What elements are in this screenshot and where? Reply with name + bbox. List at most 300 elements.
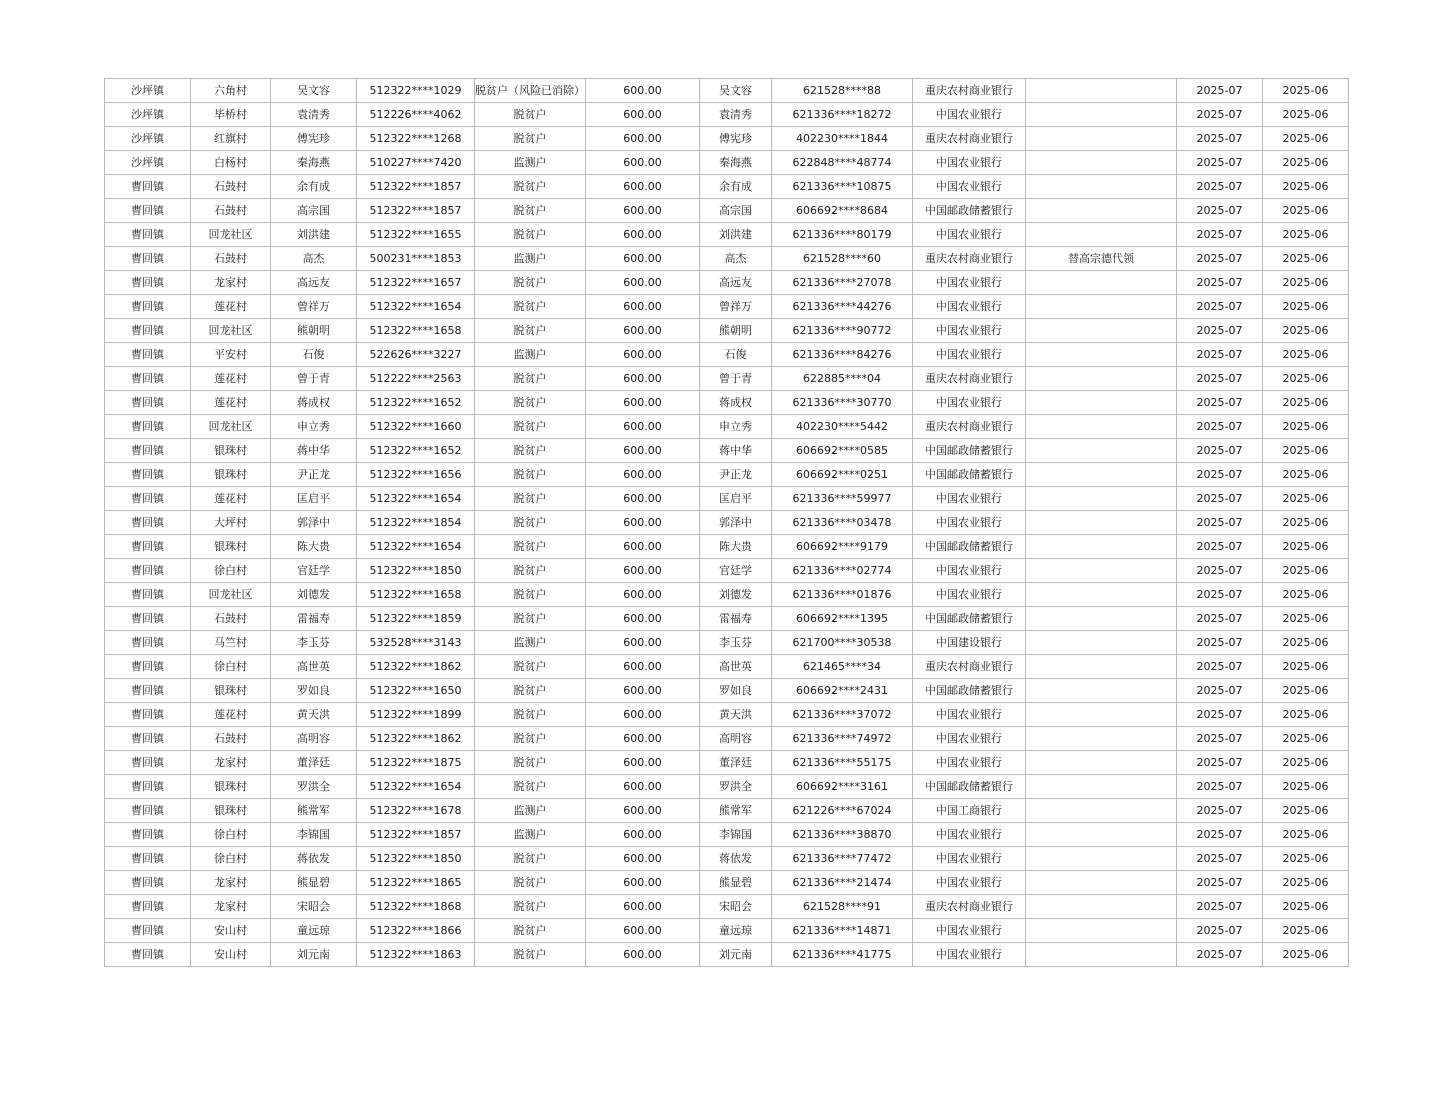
cell-payee: 高宗国 (700, 199, 772, 223)
cell-account-number: 621336****30770 (772, 391, 913, 415)
cell-name: 刘洪建 (271, 223, 357, 247)
cell-town: 曹回镇 (105, 823, 191, 847)
cell-payee: 陈大贵 (700, 535, 772, 559)
cell-amount: 600.00 (586, 151, 700, 175)
cell-pay-month: 2025-07 (1177, 199, 1263, 223)
cell-pay-month: 2025-07 (1177, 463, 1263, 487)
cell-belong-month: 2025-06 (1263, 79, 1349, 103)
cell-town: 曹回镇 (105, 439, 191, 463)
cell-bank: 重庆农村商业银行 (913, 247, 1026, 271)
cell-village: 石鼓村 (191, 607, 271, 631)
cell-name: 傅宪珍 (271, 127, 357, 151)
cell-household-type (475, 463, 586, 487)
cell-account-number: 606692****0251 (772, 463, 913, 487)
cell-name: 罗洪全 (271, 775, 357, 799)
cell-text: 脱贫户 (513, 228, 547, 241)
cell-remark (1026, 607, 1177, 631)
cell-payee: 高世英 (700, 655, 772, 679)
cell-household-type (475, 319, 586, 343)
cell-account-number: 621336****01876 (772, 583, 913, 607)
cell-bank: 中国邮政储蓄银行 (913, 775, 1026, 799)
cell-payee: 高远友 (700, 271, 772, 295)
cell-village: 白杨村 (191, 151, 271, 175)
cell-account-number: 621336****59977 (772, 487, 913, 511)
cell-name: 匡启平 (271, 487, 357, 511)
table-row (105, 271, 1349, 295)
cell-payee: 申立秀 (700, 415, 772, 439)
cell-pay-month: 2025-07 (1177, 799, 1263, 823)
cell-town: 曹回镇 (105, 655, 191, 679)
cell-amount: 600.00 (586, 703, 700, 727)
table-row (105, 775, 1349, 799)
cell-village: 莲花村 (191, 367, 271, 391)
cell-payee: 蒋依发 (700, 847, 772, 871)
cell-pay-month: 2025-07 (1177, 487, 1263, 511)
cell-household-type (475, 295, 586, 319)
cell-name: 余有成 (271, 175, 357, 199)
cell-account-number: 402230****1844 (772, 127, 913, 151)
cell-household-type (475, 367, 586, 391)
cell-pay-month: 2025-07 (1177, 151, 1263, 175)
cell-remark (1026, 775, 1177, 799)
cell-bank: 中国农业银行 (913, 871, 1026, 895)
cell-bank: 中国农业银行 (913, 223, 1026, 247)
cell-amount: 600.00 (586, 871, 700, 895)
table-row (105, 943, 1349, 967)
cell-town: 曹回镇 (105, 487, 191, 511)
cell-account-number: 622885****04 (772, 367, 913, 391)
cell-pay-month: 2025-07 (1177, 415, 1263, 439)
cell-name: 曾祥万 (271, 295, 357, 319)
cell-account-number: 621528****88 (772, 79, 913, 103)
cell-amount: 600.00 (586, 487, 700, 511)
cell-payee: 宋昭会 (700, 895, 772, 919)
cell-text: 脱贫户 (513, 732, 547, 745)
cell-name: 李锦国 (271, 823, 357, 847)
cell-town: 曹回镇 (105, 295, 191, 319)
cell-bank: 重庆农村商业银行 (913, 79, 1026, 103)
cell-belong-month: 2025-06 (1263, 439, 1349, 463)
table-row (105, 415, 1349, 439)
cell-village: 平安村 (191, 343, 271, 367)
cell-bank: 中国农业银行 (913, 175, 1026, 199)
cell-text: 脱贫户 (513, 684, 547, 697)
cell-amount: 600.00 (586, 79, 700, 103)
cell-village: 回龙社区 (191, 415, 271, 439)
cell-pay-month: 2025-07 (1177, 895, 1263, 919)
cell-remark (1026, 343, 1177, 367)
cell-village: 石鼓村 (191, 247, 271, 271)
cell-belong-month: 2025-06 (1263, 559, 1349, 583)
table-row (105, 655, 1349, 679)
cell-village: 红旗村 (191, 127, 271, 151)
cell-account-number: 622848****48774 (772, 151, 913, 175)
cell-account-number: 621336****14871 (772, 919, 913, 943)
cell-bank: 中国农业银行 (913, 583, 1026, 607)
table-row (105, 847, 1349, 871)
cell-payee: 袁清秀 (700, 103, 772, 127)
cell-belong-month: 2025-06 (1263, 919, 1349, 943)
cell-town: 曹回镇 (105, 511, 191, 535)
cell-pay-month: 2025-07 (1177, 367, 1263, 391)
table-row (105, 439, 1349, 463)
cell-account-number: 621336****44276 (772, 295, 913, 319)
cell-town: 曹回镇 (105, 367, 191, 391)
cell-amount: 600.00 (586, 919, 700, 943)
cell-village: 银珠村 (191, 439, 271, 463)
cell-id-number: 512322****1866 (357, 919, 475, 943)
cell-text: 监测户 (513, 804, 547, 817)
cell-pay-month: 2025-07 (1177, 271, 1263, 295)
cell-pay-month: 2025-07 (1177, 679, 1263, 703)
cell-remark (1026, 199, 1177, 223)
cell-household-type (475, 127, 586, 151)
cell-id-number: 512322****1857 (357, 199, 475, 223)
cell-town: 曹回镇 (105, 631, 191, 655)
cell-pay-month: 2025-07 (1177, 943, 1263, 967)
cell-remark (1026, 439, 1177, 463)
cell-village: 石鼓村 (191, 199, 271, 223)
cell-amount: 600.00 (586, 103, 700, 127)
cell-village: 徐白村 (191, 847, 271, 871)
cell-village: 银珠村 (191, 679, 271, 703)
cell-payee: 熊常军 (700, 799, 772, 823)
cell-id-number: 512322****1654 (357, 535, 475, 559)
cell-belong-month: 2025-06 (1263, 679, 1349, 703)
cell-payee: 傅宪珍 (700, 127, 772, 151)
cell-bank: 中国邮政储蓄银行 (913, 679, 1026, 703)
cell-remark (1026, 679, 1177, 703)
table-row (105, 199, 1349, 223)
cell-remark (1026, 127, 1177, 151)
cell-id-number: 512322****1654 (357, 295, 475, 319)
cell-text: 脱贫户 (513, 492, 547, 505)
cell-household-type (475, 199, 586, 223)
cell-text: 脱贫户 (513, 612, 547, 625)
cell-town: 曹回镇 (105, 703, 191, 727)
table-row (105, 367, 1349, 391)
cell-pay-month: 2025-07 (1177, 511, 1263, 535)
table-row (105, 343, 1349, 367)
cell-id-number: 512322****1862 (357, 727, 475, 751)
cell-account-number: 621336****37072 (772, 703, 913, 727)
cell-name: 蒋中华 (271, 439, 357, 463)
cell-village: 徐白村 (191, 559, 271, 583)
cell-id-number: 512322****1652 (357, 439, 475, 463)
cell-bank: 中国农业银行 (913, 271, 1026, 295)
cell-remark (1026, 847, 1177, 871)
cell-account-number: 621528****60 (772, 247, 913, 271)
cell-id-number: 512322****1657 (357, 271, 475, 295)
cell-id-number: 512322****1268 (357, 127, 475, 151)
cell-amount: 600.00 (586, 823, 700, 847)
cell-name: 申立秀 (271, 415, 357, 439)
cell-village: 大坪村 (191, 511, 271, 535)
cell-remark (1026, 919, 1177, 943)
cell-pay-month: 2025-07 (1177, 631, 1263, 655)
cell-village: 莲花村 (191, 295, 271, 319)
cell-town: 曹回镇 (105, 415, 191, 439)
cell-amount: 600.00 (586, 559, 700, 583)
cell-remark (1026, 79, 1177, 103)
table-row (105, 319, 1349, 343)
cell-town: 曹回镇 (105, 271, 191, 295)
cell-belong-month: 2025-06 (1263, 295, 1349, 319)
cell-id-number: 522626****3227 (357, 343, 475, 367)
cell-belong-month: 2025-06 (1263, 487, 1349, 511)
cell-id-number: 512322****1650 (357, 679, 475, 703)
cell-household-type (475, 895, 586, 919)
cell-bank: 中国农业银行 (913, 751, 1026, 775)
cell-payee: 刘洪建 (700, 223, 772, 247)
cell-name: 高远友 (271, 271, 357, 295)
cell-household-type (475, 535, 586, 559)
cell-payee: 蒋成权 (700, 391, 772, 415)
table-row (105, 583, 1349, 607)
cell-household-type (475, 583, 586, 607)
cell-bank: 中国农业银行 (913, 727, 1026, 751)
cell-payee: 石俊 (700, 343, 772, 367)
cell-account-number: 621336****80179 (772, 223, 913, 247)
cell-household-type (475, 751, 586, 775)
cell-payee: 匡启平 (700, 487, 772, 511)
cell-bank: 中国农业银行 (913, 703, 1026, 727)
cell-text: 脱贫户 (513, 420, 547, 433)
cell-pay-month: 2025-07 (1177, 703, 1263, 727)
table-row (105, 919, 1349, 943)
cell-name: 官廷学 (271, 559, 357, 583)
cell-belong-month: 2025-06 (1263, 631, 1349, 655)
cell-pay-month: 2025-07 (1177, 775, 1263, 799)
table-row (105, 487, 1349, 511)
cell-id-number: 512322****1875 (357, 751, 475, 775)
cell-text: 脱贫户 (513, 396, 547, 409)
cell-account-number: 621465****34 (772, 655, 913, 679)
cell-belong-month: 2025-06 (1263, 895, 1349, 919)
cell-town: 沙坪镇 (105, 151, 191, 175)
cell-remark (1026, 703, 1177, 727)
cell-text: 脱贫户 (513, 564, 547, 577)
cell-remark (1026, 271, 1177, 295)
cell-bank: 重庆农村商业银行 (913, 367, 1026, 391)
cell-remark (1026, 463, 1177, 487)
cell-village: 徐白村 (191, 823, 271, 847)
table-row (105, 823, 1349, 847)
cell-pay-month: 2025-07 (1177, 751, 1263, 775)
cell-belong-month: 2025-06 (1263, 727, 1349, 751)
cell-bank: 中国农业银行 (913, 919, 1026, 943)
cell-pay-month: 2025-07 (1177, 607, 1263, 631)
cell-remark (1026, 511, 1177, 535)
table-row (105, 799, 1349, 823)
table-row (105, 463, 1349, 487)
table-row (105, 223, 1349, 247)
cell-remark (1026, 103, 1177, 127)
cell-payee: 罗如良 (700, 679, 772, 703)
cell-remark (1026, 151, 1177, 175)
cell-id-number: 512322****1655 (357, 223, 475, 247)
cell-payee: 童远琼 (700, 919, 772, 943)
cell-id-number: 512322****1859 (357, 607, 475, 631)
cell-text: 监测户 (513, 252, 547, 265)
cell-village: 回龙社区 (191, 319, 271, 343)
cell-village: 龙家村 (191, 895, 271, 919)
cell-village: 石鼓村 (191, 727, 271, 751)
cell-remark (1026, 655, 1177, 679)
table-row (105, 511, 1349, 535)
cell-remark (1026, 391, 1177, 415)
cell-pay-month: 2025-07 (1177, 727, 1263, 751)
cell-amount: 600.00 (586, 367, 700, 391)
cell-text: 脱贫户 (513, 780, 547, 793)
cell-account-number: 621336****77472 (772, 847, 913, 871)
cell-belong-month: 2025-06 (1263, 199, 1349, 223)
cell-id-number: 512322****1857 (357, 823, 475, 847)
cell-remark (1026, 295, 1177, 319)
cell-account-number: 621336****74972 (772, 727, 913, 751)
cell-belong-month: 2025-06 (1263, 223, 1349, 247)
cell-name: 熊显碧 (271, 871, 357, 895)
cell-payee: 秦海燕 (700, 151, 772, 175)
table-body (105, 79, 1349, 967)
cell-account-number: 621336****41775 (772, 943, 913, 967)
cell-amount: 600.00 (586, 535, 700, 559)
cell-account-number: 621336****18272 (772, 103, 913, 127)
cell-belong-month: 2025-06 (1263, 511, 1349, 535)
cell-payee: 尹正龙 (700, 463, 772, 487)
cell-text: 监测户 (513, 348, 547, 361)
cell-bank: 中国农业银行 (913, 151, 1026, 175)
cell-household-type (475, 631, 586, 655)
cell-amount: 600.00 (586, 799, 700, 823)
cell-payee: 熊朝明 (700, 319, 772, 343)
cell-remark (1026, 799, 1177, 823)
cell-name: 李玉芬 (271, 631, 357, 655)
cell-town: 曹回镇 (105, 343, 191, 367)
cell-remark (1026, 727, 1177, 751)
cell-town: 曹回镇 (105, 943, 191, 967)
cell-village: 银珠村 (191, 799, 271, 823)
table-row (105, 895, 1349, 919)
cell-village: 莲花村 (191, 391, 271, 415)
cell-account-number: 606692****3161 (772, 775, 913, 799)
cell-household-type (475, 79, 586, 103)
cell-belong-month: 2025-06 (1263, 319, 1349, 343)
cell-village: 龙家村 (191, 271, 271, 295)
cell-payee: 曾祥万 (700, 295, 772, 319)
cell-id-number: 512322****1899 (357, 703, 475, 727)
cell-amount: 600.00 (586, 895, 700, 919)
cell-town: 曹回镇 (105, 727, 191, 751)
cell-remark (1026, 943, 1177, 967)
cell-text: 监测户 (513, 156, 547, 169)
table-row (105, 151, 1349, 175)
table-row (105, 727, 1349, 751)
cell-bank: 中国农业银行 (913, 103, 1026, 127)
cell-town: 沙坪镇 (105, 103, 191, 127)
cell-account-number: 606692****1395 (772, 607, 913, 631)
cell-amount: 600.00 (586, 751, 700, 775)
table-row (105, 559, 1349, 583)
cell-account-number: 606692****8684 (772, 199, 913, 223)
cell-text: 脱贫户 (513, 588, 547, 601)
cell-id-number: 512322****1850 (357, 847, 475, 871)
cell-text: 脱贫户 (513, 324, 547, 337)
cell-amount: 600.00 (586, 175, 700, 199)
cell-bank: 中国农业银行 (913, 511, 1026, 535)
cell-payee: 李玉芬 (700, 631, 772, 655)
table-row (105, 751, 1349, 775)
cell-id-number: 512322****1658 (357, 319, 475, 343)
cell-name: 高杰 (271, 247, 357, 271)
cell-town: 曹回镇 (105, 535, 191, 559)
cell-household-type (475, 511, 586, 535)
cell-id-number: 512322****1029 (357, 79, 475, 103)
cell-bank: 中国建设银行 (913, 631, 1026, 655)
cell-belong-month: 2025-06 (1263, 943, 1349, 967)
cell-remark (1026, 535, 1177, 559)
cell-village: 莲花村 (191, 703, 271, 727)
cell-town: 曹回镇 (105, 319, 191, 343)
cell-text: 脱贫户（风险已消除） (475, 84, 585, 97)
cell-belong-month: 2025-06 (1263, 871, 1349, 895)
cell-text: 脱贫户 (513, 444, 547, 457)
cell-text: 监测户 (513, 636, 547, 649)
cell-amount: 600.00 (586, 775, 700, 799)
cell-name: 高明容 (271, 727, 357, 751)
cell-account-number: 621528****91 (772, 895, 913, 919)
cell-belong-month: 2025-06 (1263, 103, 1349, 127)
cell-amount: 600.00 (586, 271, 700, 295)
cell-payee: 罗洪全 (700, 775, 772, 799)
cell-id-number: 512322****1868 (357, 895, 475, 919)
table-row (105, 247, 1349, 271)
cell-account-number: 606692****2431 (772, 679, 913, 703)
cell-id-number: 512322****1660 (357, 415, 475, 439)
cell-amount: 600.00 (586, 439, 700, 463)
cell-town: 曹回镇 (105, 895, 191, 919)
cell-household-type (475, 391, 586, 415)
cell-name: 董泽廷 (271, 751, 357, 775)
cell-name: 雷福寿 (271, 607, 357, 631)
cell-amount: 600.00 (586, 943, 700, 967)
cell-account-number: 621226****67024 (772, 799, 913, 823)
cell-town: 曹回镇 (105, 223, 191, 247)
cell-belong-month: 2025-06 (1263, 415, 1349, 439)
cell-remark (1026, 631, 1177, 655)
cell-household-type (475, 487, 586, 511)
cell-text: 脱贫户 (513, 108, 547, 121)
cell-remark (1026, 223, 1177, 247)
cell-belong-month: 2025-06 (1263, 799, 1349, 823)
cell-town: 曹回镇 (105, 799, 191, 823)
cell-amount: 600.00 (586, 511, 700, 535)
cell-town: 曹回镇 (105, 919, 191, 943)
cell-amount: 600.00 (586, 583, 700, 607)
cell-amount: 600.00 (586, 127, 700, 151)
cell-belong-month: 2025-06 (1263, 127, 1349, 151)
cell-name: 吴文容 (271, 79, 357, 103)
cell-amount: 600.00 (586, 247, 700, 271)
cell-text: 脱贫户 (513, 900, 547, 913)
cell-village: 回龙社区 (191, 583, 271, 607)
cell-remark (1026, 751, 1177, 775)
cell-account-number: 621336****55175 (772, 751, 913, 775)
cell-household-type (475, 271, 586, 295)
cell-id-number: 532528****3143 (357, 631, 475, 655)
cell-id-number: 512322****1654 (357, 487, 475, 511)
cell-text: 监测户 (513, 828, 547, 841)
